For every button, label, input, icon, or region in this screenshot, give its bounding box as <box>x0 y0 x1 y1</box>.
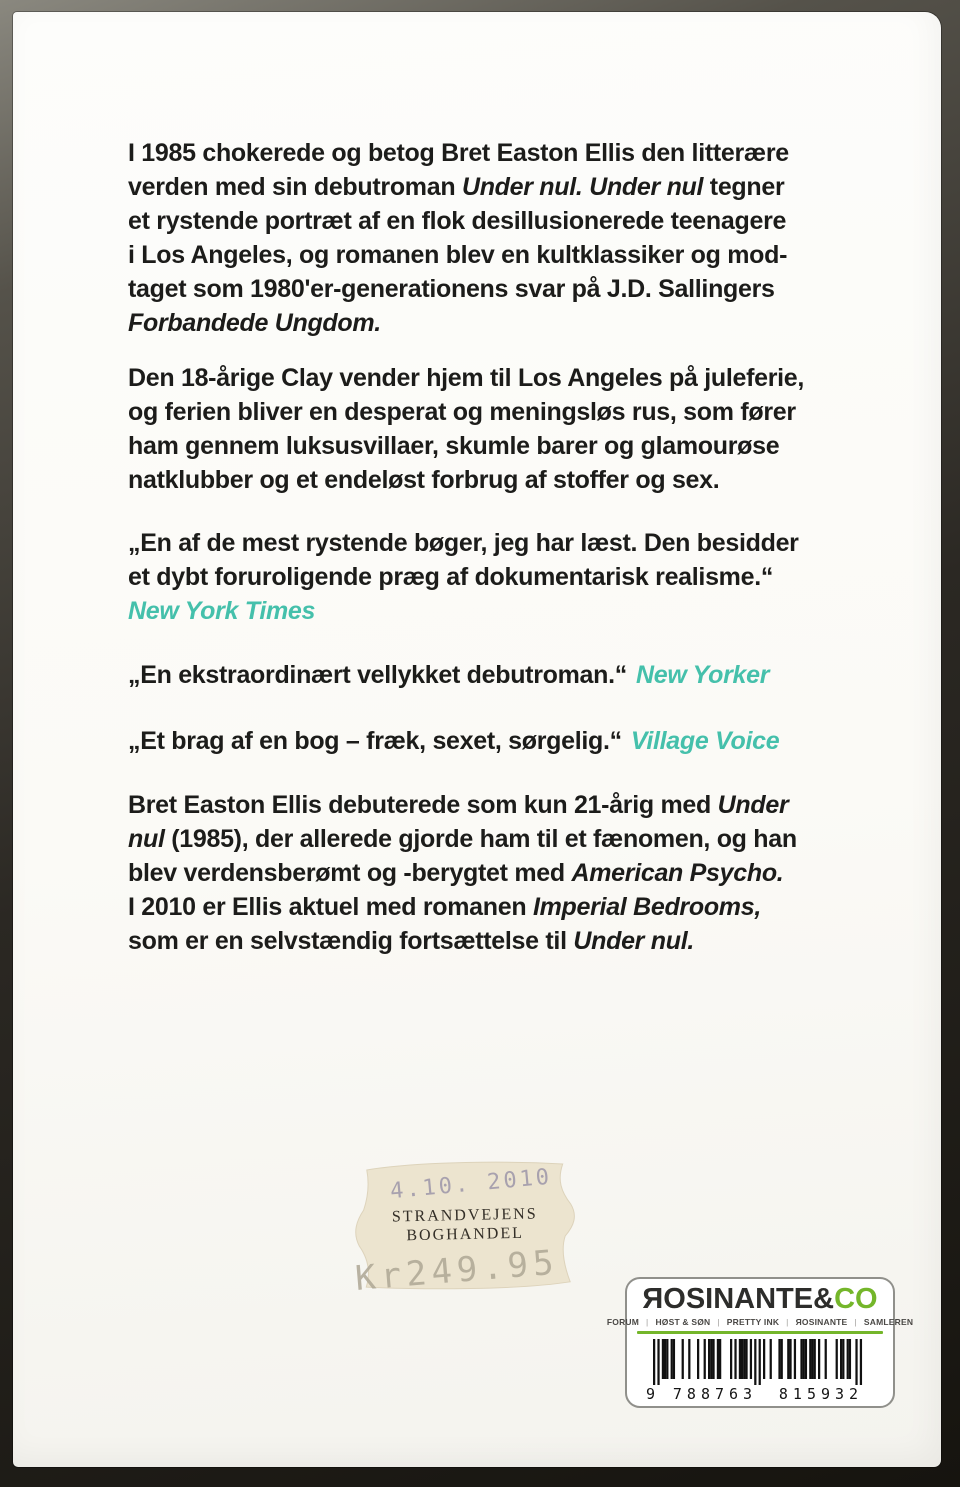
blurb-line: et rystende portræt af en flok desillusionerede teenagere <box>128 207 787 235</box>
paragraph-intro <box>128 136 898 340</box>
book-title-italic: Forbandede Ungdom. <box>128 309 381 337</box>
paragraph-plot <box>128 361 898 497</box>
quote-text: „En ekstraordinært vellykket debutroman.“ <box>128 661 627 689</box>
imprint-item: PRETTY INK <box>726 1317 780 1327</box>
blurb-line: taget som 1980'er-generationens svar på J.D. Sallingers <box>128 275 775 303</box>
quote-new-york-times <box>128 526 898 628</box>
bio-line: Bret Easton Ellis debuterede som kun 21-årig med <box>128 791 718 819</box>
book-title-italic: Under <box>717 791 789 819</box>
imprint-item: SAMLEREN <box>863 1317 914 1327</box>
blurb-line: natklubber og et endeløst forbrug af stoffer og sex. <box>128 466 720 494</box>
book-title-italic: Imperial Bedrooms, <box>532 893 761 921</box>
date-stamp: 4.10. 2010 <box>389 1164 554 1205</box>
blurb-line: og ferien bliver en desperat og meningsløs rus, som fører <box>128 398 796 426</box>
barcode-digit-group: 788763 <box>672 1385 758 1403</box>
paragraph-author-bio <box>128 788 898 958</box>
blurb-line: ham gennem luksusvillaer, skumle barer og glamourøse <box>128 432 780 460</box>
price-value: Kr249.95 <box>353 1242 561 1300</box>
barcode-digit-leading: 9 <box>646 1385 656 1403</box>
blurb-line: Den 18-årige Clay vender hjem til Los Angeles på juleferie, <box>128 364 805 392</box>
imprint-separator: | <box>646 1317 649 1327</box>
quote-source-new-yorker: New Yorker <box>635 661 770 689</box>
quote-new-yorker <box>128 658 898 692</box>
bio-line: I 2010 er Ellis aktuel med romanen <box>128 893 533 921</box>
bio-line: som er en selvstændig fortsættelse til <box>128 927 574 955</box>
imprint-item: FORUM <box>606 1317 640 1327</box>
quote-village-voice <box>128 724 898 758</box>
publisher-logo-box <box>606 1277 914 1408</box>
brand-black-text: ЯOSINANTE& <box>642 1283 835 1315</box>
imprint-item: HØST & SØN <box>655 1317 711 1327</box>
bookstore-name-line1: STRANDVEJENS <box>391 1205 538 1226</box>
bio-line: blev verdensberømt og -berygtet med <box>128 859 572 887</box>
bookstore-name <box>352 1204 579 1247</box>
bio-line: (1985), der allerede gjorde ham til et fænomen, og han <box>164 825 797 853</box>
blurb-line: verden med sin debutroman <box>128 173 462 201</box>
barcode-digit-group: 815932 <box>778 1385 864 1403</box>
brand-green-text: CO <box>834 1283 878 1315</box>
imprints-row <box>606 1317 914 1327</box>
imprint-separator: | <box>786 1317 789 1327</box>
green-rule <box>637 1331 883 1334</box>
quote-text: „En af de mest rystende bøger, jeg har læst. Den besidder <box>128 529 799 557</box>
book-title-italic: American Psycho. <box>571 859 784 887</box>
blurb-line: tegner <box>703 173 785 201</box>
publisher-brand <box>636 1283 884 1315</box>
barcode-digits <box>636 1385 884 1403</box>
book-title-italic: Under nul. <box>573 927 694 955</box>
barcode-bars <box>649 1339 871 1385</box>
book-title-italic: Under nul. Under nul <box>461 173 704 201</box>
quote-text: et dybt foruroligende præg af dokumentarisk realisme.“ <box>128 563 774 591</box>
blurb-line: I 1985 chokerede og betog Bret Easton Ellis den litterære <box>128 139 789 167</box>
quote-text: „Et brag af en bog – fræk, sexet, sørgelig.“ <box>128 727 622 755</box>
back-cover-blurb <box>128 136 898 958</box>
book-title-italic: nul <box>128 825 165 853</box>
bookstore-name-line2: BOGHANDEL <box>406 1224 525 1245</box>
price-sticker <box>351 1158 580 1300</box>
blurb-line: i Los Angeles, og romanen blev en kultklassiker og mod- <box>128 241 788 269</box>
imprint-item: ЯOSINANTE <box>795 1317 848 1327</box>
book-back-cover <box>13 12 941 1467</box>
quote-source-village-voice: Village Voice <box>630 727 780 755</box>
quote-source-new-york-times: New York Times <box>128 597 316 625</box>
imprint-separator: | <box>717 1317 720 1327</box>
imprint-separator: | <box>854 1317 857 1327</box>
